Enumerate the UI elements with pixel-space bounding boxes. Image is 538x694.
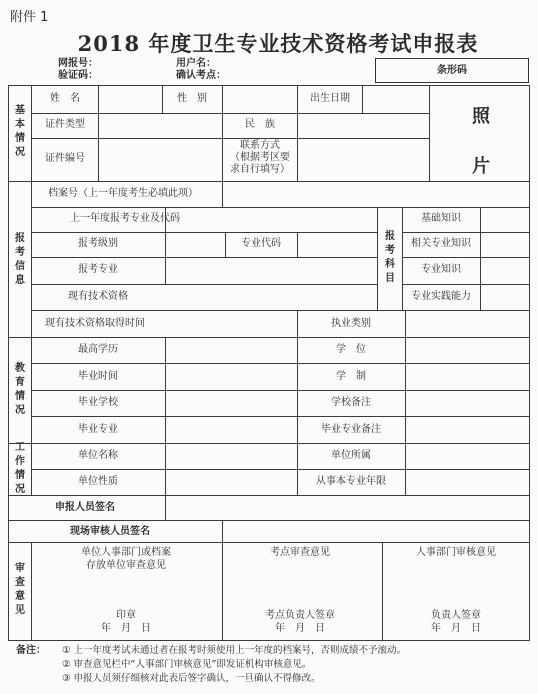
section-education: 教育情况: [15, 363, 25, 416]
seal-label: 印章: [116, 610, 136, 621]
hr-sign-label: 负责人签章: [431, 610, 481, 621]
work-years-label: 从事本专业年限: [316, 476, 386, 487]
unit-review-label-2: 存放单位审查意见: [86, 560, 166, 571]
section-exam: 报考信息: [15, 233, 25, 286]
user-name-label: 用户名：: [176, 58, 216, 69]
subject-practice: 专业实践能力: [411, 291, 471, 302]
id-no-label: 证件编号: [45, 153, 85, 164]
confirm-site-label: 确认考点：: [176, 70, 226, 81]
contact-label-3: 求自行填写）: [230, 164, 290, 175]
date-1: 年 月 日: [101, 623, 151, 634]
online-no-label: 网报号：: [58, 58, 98, 69]
section-review: 审查意见: [15, 563, 25, 616]
unit-location-label: 单位所属: [331, 450, 371, 461]
gender-label: 性 别: [177, 93, 207, 104]
attachment-label: 附件 1: [10, 10, 49, 25]
grad-major-label: 毕业专业: [78, 424, 118, 435]
school-note-label: 学校备注: [331, 397, 371, 408]
notes-label: 备注：: [16, 645, 46, 656]
school-label: 毕业学校: [78, 397, 118, 408]
verify-code-label: 验证码：: [58, 70, 98, 81]
onsite-signature-label: 现场审核人员签名: [70, 526, 150, 537]
grad-time-label: 毕业时间: [78, 371, 118, 382]
birth-label: 出生日期: [310, 93, 350, 104]
ethnic-label: 民 族: [245, 119, 275, 130]
site-sign-label: 考点负责人签章: [265, 610, 335, 621]
date-3: 年 月 日: [431, 623, 481, 634]
unit-name-label: 单位名称: [78, 450, 118, 461]
form-title: 2018 年度卫生专业技术资格考试申报表: [77, 31, 479, 56]
subject-professional: 专业知识: [421, 264, 461, 275]
subject-related: 相关专业知识: [411, 238, 471, 249]
section-work: 工作情况: [15, 442, 25, 495]
degree-label: 学 位: [336, 344, 366, 355]
photo-label-1: 照: [472, 106, 490, 127]
id-type-label: 证件类型: [45, 119, 85, 130]
duration-label: 学 制: [336, 371, 366, 382]
contact-label-1: 联系方式: [240, 140, 280, 151]
major-label: 报考专业: [78, 264, 118, 275]
note-3: ③ 申报人员须仔细核对此表后签字确认，一旦确认不得修改。: [62, 673, 321, 684]
unit-type-label: 单位性质: [78, 476, 118, 487]
barcode-box: 条形码: [375, 58, 529, 83]
current-qual-label: 现有技术资格: [68, 291, 128, 302]
major-code-label: 专业代码: [241, 238, 281, 249]
applicant-signature-label: 申报人员签名: [55, 502, 115, 513]
hr-review-label: 人事部门审核意见: [416, 547, 496, 558]
note-2: ② 审查意见栏中“人事部门审核意见”即发证机构审核意见。: [62, 659, 312, 670]
site-review-label: 考点审查意见: [270, 547, 330, 558]
level-label: 报考级别: [78, 238, 118, 249]
practice-type-label: 执业类别: [331, 318, 371, 329]
highest-edu-label: 最高学历: [78, 344, 118, 355]
major-note-label: 毕业专业备注: [321, 424, 381, 435]
name-label: 姓 名: [50, 93, 80, 104]
section-basic: 基本情况: [15, 105, 25, 158]
subject-basic: 基础知识: [421, 213, 461, 224]
note-1: ① 上一年度考试未通过者在报考时须使用上一年度的档案号，否则成绩不予滚动。: [62, 645, 407, 656]
qual-time-label: 现有技术资格取得时间: [45, 318, 145, 329]
contact-label-2: （根据考区要: [230, 152, 290, 163]
photo-label-2: 片: [472, 156, 490, 177]
date-2: 年 月 日: [275, 623, 325, 634]
file-no-label: 档案号（上一年度考生必填此项）: [48, 188, 198, 199]
unit-review-label-1: 单位人事部门或档案: [81, 547, 171, 558]
last-major-label: 上一年度报考专业及代码: [70, 213, 180, 224]
section-subjects: 报考科目: [385, 231, 395, 284]
